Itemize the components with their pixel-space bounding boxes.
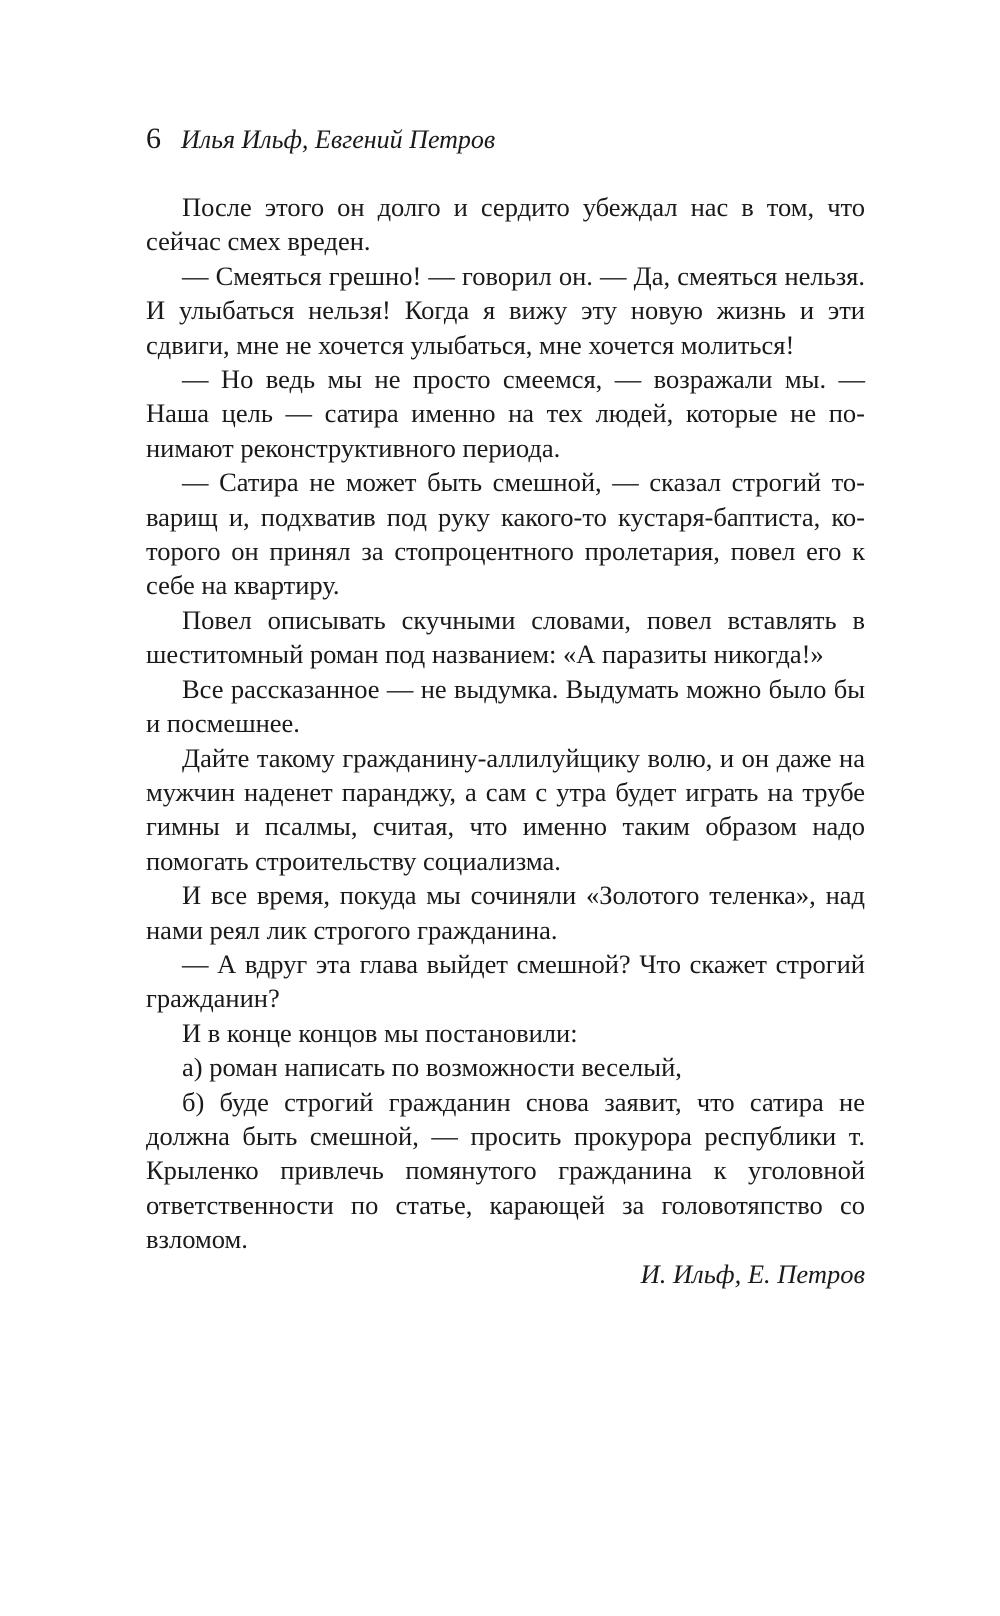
- paragraph: Все рассказанное — не выдумка. Выдумать можно было бы и посмешнее.: [146, 673, 865, 739]
- paragraph: б) буде строгий гражданин снова заявит, что сатира не должна быть смешной, — просить прокурора республики т. Крыленко привлечь помянутого гражданина к уголовной ответственности по статье, карающей за головотяпство со взломом.: [146, 1086, 865, 1255]
- paragraph: И все время, покуда мы сочиняли «Золотого теленка», над нами реял лик строгого гражданина.: [146, 880, 865, 945]
- paragraph: И в конце концов мы постановили:: [182, 1017, 578, 1048]
- page-header: [146, 122, 495, 157]
- page-number: 6: [146, 122, 161, 155]
- paragraph: После этого он долго и сердито убеждал нас в том, что сейчас смех вреден.: [146, 192, 865, 257]
- running-head: Илья Ильф, Евгений Петров: [181, 125, 496, 154]
- paragraph: — Сатира не может быть смешной, — сказал строгий товарищ и, подхватив под руку какого-то кустаря-баптиста, которого он принял за стопроцентного пролетария, повел его к себе на квартиру.: [146, 467, 865, 601]
- paragraph: — А вдруг эта глава выйдет смешной? Что скажет строгий гражданин?: [146, 948, 865, 1014]
- author-signature: И. Ильф, Е. Петров: [640, 1258, 865, 1289]
- paragraph: — Смеяться грешно! — говорил он. — Да, смеяться нельзя. И улыбаться нельзя! Когда я вижу эту новую жизнь и эти сдвиги, мне не хочется улыбаться, мне хочется молиться!: [146, 260, 865, 360]
- text-body: [146, 190, 865, 1291]
- paragraph: а) роман написать по возможности веселый,: [182, 1052, 682, 1083]
- paragraph: Дайте такому гражданину-аллилуйщику волю, и он даже на мужчин наденет паранджу, а сам с утра будет играть на трубе гимны и псалмы, считая, что именно таким образом надо помогать строительству социализма.: [146, 742, 865, 876]
- paragraph: Повел описывать скучными словами, повел вставлять в шеститомный роман под названием: «А паразиты никогда!»: [146, 604, 865, 670]
- paragraph: — Но ведь мы не просто смеемся, — возражали мы. — Наша цель — сатира именно на тех людей, которые не понимают реконструктивного периода.: [146, 364, 865, 463]
